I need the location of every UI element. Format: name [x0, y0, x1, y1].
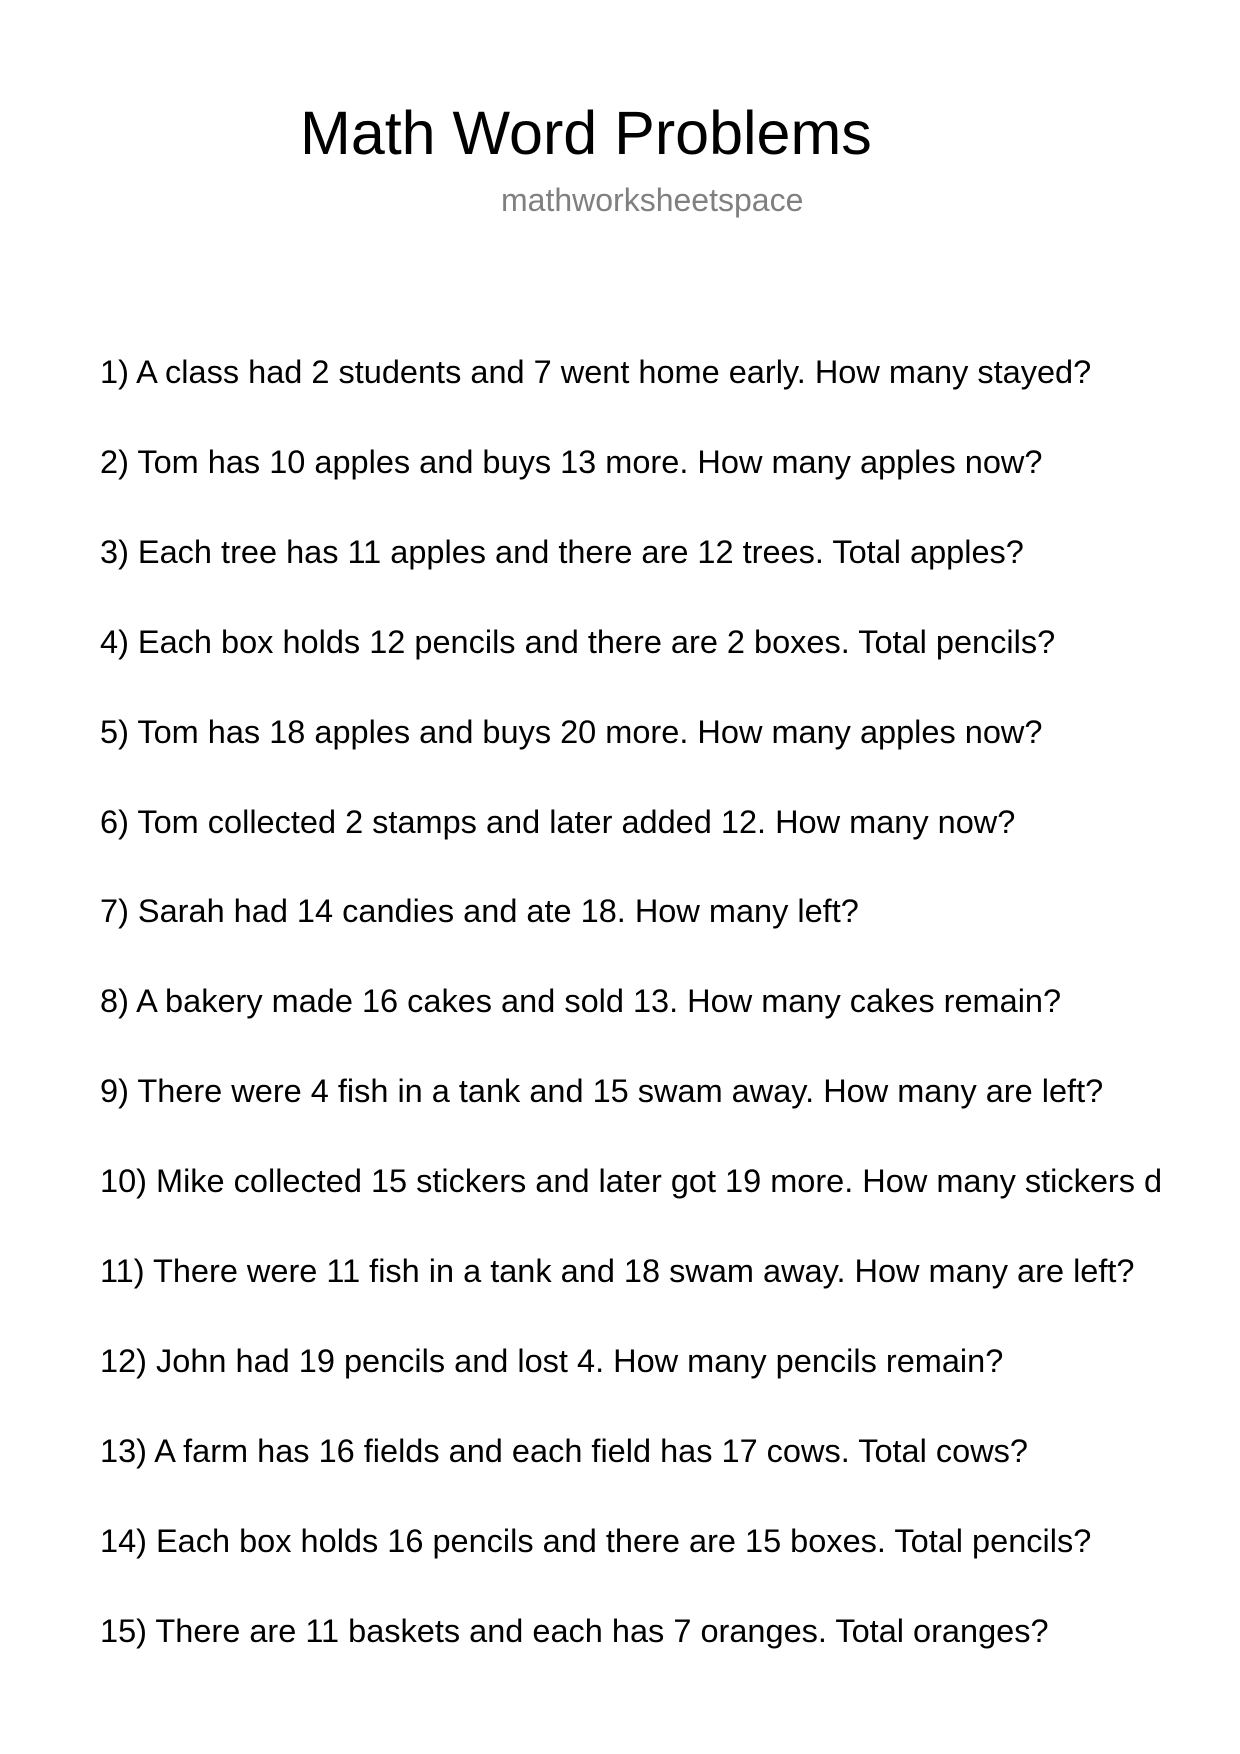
- problem-item: 12) John had 19 pencils and lost 4. How many pencils remain?: [100, 1342, 1004, 1379]
- problem-item: 6) Tom collected 2 stamps and later added 12. How many now?: [100, 803, 1016, 840]
- problem-item: 3) Each tree has 11 apples and there are 12 trees. Total apples?: [100, 533, 1024, 570]
- problem-item: 15) There are 11 baskets and each has 7 oranges. Total oranges?: [100, 1612, 1049, 1649]
- problem-item: 2) Tom has 10 apples and buys 13 more. How many apples now?: [100, 443, 1043, 480]
- problem-item: 5) Tom has 18 apples and buys 20 more. How many apples now?: [100, 713, 1043, 750]
- problem-item: 8) A bakery made 16 cakes and sold 13. How many cakes remain?: [100, 983, 1062, 1020]
- page-title: Math Word Problems: [300, 99, 872, 167]
- problem-item: 7) Sarah had 14 candies and ate 18. How many left?: [100, 893, 859, 930]
- problem-item: 10) Mike collected 15 stickers and later got 19 more. How many stickers d: [100, 1163, 1163, 1200]
- problem-item: 11) There were 11 fish in a tank and 18 swam away. How many are left?: [100, 1253, 1135, 1289]
- problem-item: 4) Each box holds 12 pencils and there are 2 boxes. Total pencils?: [100, 623, 1056, 660]
- problem-item: 14) Each box holds 16 pencils and there are 15 boxes. Total pencils?: [100, 1522, 1092, 1559]
- page-subtitle: mathworksheetspace: [501, 182, 804, 218]
- problem-item: 1) A class had 2 students and 7 went home early. How many stayed?: [100, 354, 1092, 390]
- problem-item: 9) There were 4 fish in a tank and 15 swam away. How many are left?: [100, 1073, 1104, 1110]
- problem-item: 13) A farm has 16 fields and each field has 17 cows. Total cows?: [100, 1432, 1028, 1469]
